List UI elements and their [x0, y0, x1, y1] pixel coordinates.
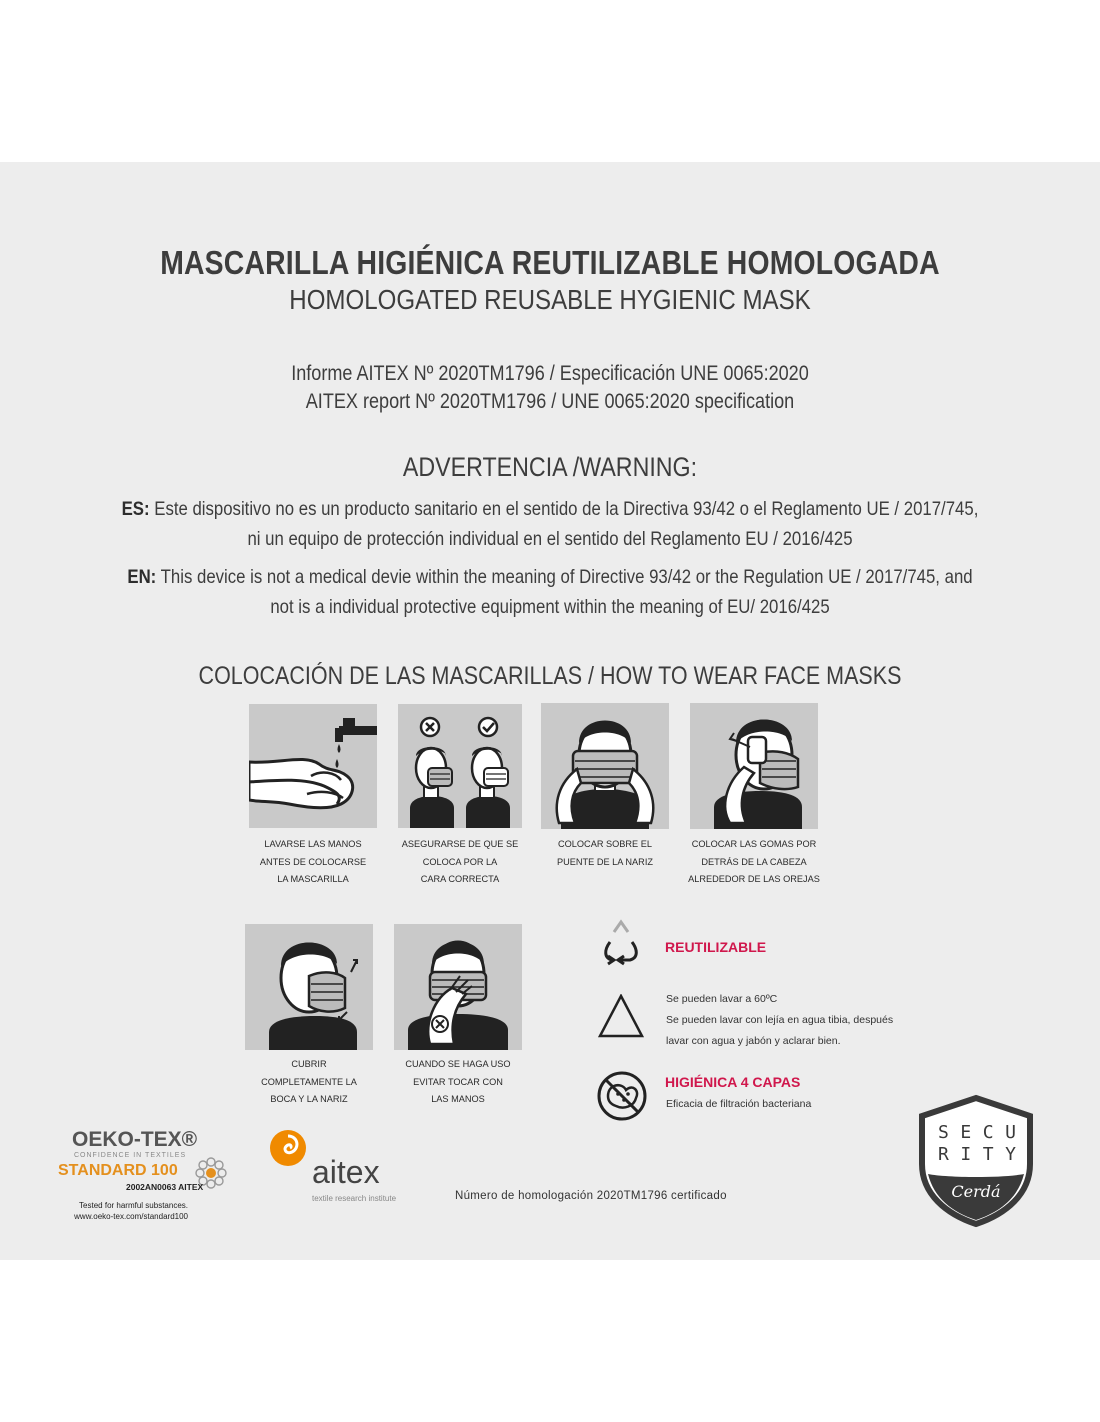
- step-cover-image: [245, 924, 373, 1050]
- step-2-line3: CARA CORRECTA: [420, 874, 500, 884]
- oekotex-tested: Tested for harmful substances.: [79, 1201, 188, 1210]
- aitex-name: aitex: [312, 1154, 380, 1190]
- step-wash-hands-image: [249, 704, 377, 828]
- security-badge: [918, 1094, 1034, 1228]
- badge-letter: T: [982, 1144, 994, 1165]
- warning-es-line2: ni un equipo de protección individual en el sentido del Reglamento EU / 2016/425: [247, 528, 853, 550]
- oekotex-footer: [74, 1200, 188, 1222]
- warning-en-text1: This device is not a medical devie within the meaning of Directive 93/42 or the Regulation UE / 2017/745, and: [160, 566, 973, 588]
- badge-letter: Y: [1005, 1144, 1016, 1165]
- report-es: Informe AITEX Nº 2020TM1796 / Especificación UNE 0065:2020: [291, 362, 809, 385]
- badge-letter: C: [982, 1122, 994, 1143]
- wash-hands-icon: [249, 704, 377, 828]
- badge-letter: U: [1005, 1122, 1016, 1143]
- step-6-line3: LAS MANOS: [431, 1094, 485, 1104]
- howto-heading: COLOCACIÓN DE LAS MASCARILLAS / HOW TO WEAR FACE MASKS: [198, 662, 902, 690]
- step-4-line3: ALREDEDOR DE LAS OREJAS: [688, 874, 820, 884]
- step-no-touch-caption: [383, 1056, 533, 1109]
- badge-row1: [938, 1122, 1016, 1143]
- step-6-line2: EVITAR TOCAR CON: [413, 1076, 503, 1087]
- warning-en-line2: not is a individual protective equipment within the meaning of EU/ 2016/425: [270, 596, 830, 618]
- aitex-swirl-icon: [268, 1128, 308, 1168]
- step-wash-hands-caption: [238, 836, 388, 889]
- step-6-line1: CUANDO SE HAGA USO: [405, 1059, 511, 1069]
- oekotex-tagline: CONFIDENCE IN TEXTILES: [74, 1152, 187, 1159]
- wash-line2: Se pueden lavar con lejía en agua tibia, después: [666, 1014, 894, 1026]
- mask-side-icon: [398, 704, 522, 828]
- badge-letter: E: [960, 1122, 972, 1143]
- step-2-line2: COLOCA POR LA: [422, 856, 498, 867]
- step-cover-caption: [234, 1056, 384, 1109]
- step-5-line1: CUBRIR: [291, 1059, 327, 1069]
- reusable-label: REUTILIZABLE: [665, 939, 767, 955]
- mask-front-icon: [541, 703, 669, 829]
- step-ear-straps-caption: [679, 836, 829, 889]
- step-3-line1: COLOCAR SOBRE EL: [558, 839, 652, 849]
- wash-triangle-icon: [598, 994, 644, 1040]
- oekotex-code: 2002AN0063 AITEX: [126, 1182, 204, 1192]
- step-correct-side-caption: [385, 836, 535, 889]
- hygienic-label: HIGIÉNICA 4 CAPAS: [665, 1074, 801, 1090]
- badge-signature: Cerdá: [951, 1182, 1001, 1201]
- oekotex-standard: STANDARD 100: [58, 1162, 178, 1179]
- step-5-line3: BOCA Y LA NARIZ: [270, 1094, 348, 1104]
- badge-letter: S: [938, 1122, 949, 1143]
- filtration-text: Eficacia de filtración bacteriana: [666, 1098, 812, 1110]
- step-1-line3: LA MASCARILLA: [277, 874, 349, 884]
- warning-heading: ADVERTENCIA /WARNING:: [402, 452, 698, 482]
- aitex-logo: [266, 1126, 416, 1212]
- no-bacteria-icon: [596, 1070, 648, 1122]
- warning-es-text1: Este dispositivo no es un producto sanitario en el sentido de la Directiva 93/42 o el Reglamento UE / 2017/745,: [154, 498, 979, 520]
- step-nose-bridge-caption: [530, 836, 680, 871]
- warning-es-label: ES:: [121, 498, 150, 520]
- aitex-subtitle: textile research institute: [312, 1194, 397, 1203]
- recycle-icon: [596, 918, 646, 968]
- mask-ears-icon: [690, 703, 818, 829]
- step-4-line1: COLOCAR LAS GOMAS POR: [691, 839, 817, 849]
- oekotex-url: www.oeko-tex.com/standard100: [74, 1212, 188, 1221]
- step-1-line2: ANTES DE COLOCARSE: [259, 856, 367, 867]
- step-nose-bridge-image: [541, 703, 669, 829]
- homologation-number: Número de homologación 2020TM1796 certificado: [455, 1190, 727, 1202]
- wash-line1: Se pueden lavar a 60ºC: [666, 993, 778, 1005]
- badge-letter: I: [960, 1144, 972, 1165]
- wash-line3: lavar con agua y jabón y aclarar bien.: [666, 1035, 841, 1047]
- step-2-line1: ASEGURARSE DE QUE SE: [401, 839, 519, 849]
- wash-instructions: [666, 989, 893, 1052]
- mask-cover-icon: [245, 924, 373, 1050]
- step-4-line2: DETRÁS DE LA CABEZA: [701, 856, 807, 867]
- no-touch-icon: [394, 924, 522, 1050]
- badge-letter: R: [938, 1144, 949, 1165]
- title-en: HOMOLOGATED REUSABLE HYGIENIC MASK: [289, 284, 811, 315]
- warning-en-line1: [77, 562, 1023, 592]
- title-es: MASCARILLA HIGIÉNICA REUTILIZABLE HOMOLOGADA: [160, 244, 940, 281]
- step-3-line2: PUENTE DE LA NARIZ: [557, 856, 653, 867]
- step-correct-side-image: [398, 704, 522, 828]
- warning-es-line1: [77, 494, 1023, 524]
- step-1-line1: LAVARSE LAS MANOS: [264, 839, 362, 849]
- oekotex-brand: OEKO-TEX®: [72, 1128, 198, 1151]
- step-5-line2: COMPLETAMENTE LA: [261, 1076, 357, 1087]
- badge-row2: [938, 1144, 1016, 1165]
- warning-en-label: EN:: [127, 566, 157, 588]
- step-ear-straps-image: [690, 703, 818, 829]
- report-en: AITEX report Nº 2020TM1796 / UNE 0065:2020 specification: [305, 390, 795, 413]
- oekotex-logo: [56, 1128, 228, 1224]
- step-no-touch-image: [394, 924, 522, 1050]
